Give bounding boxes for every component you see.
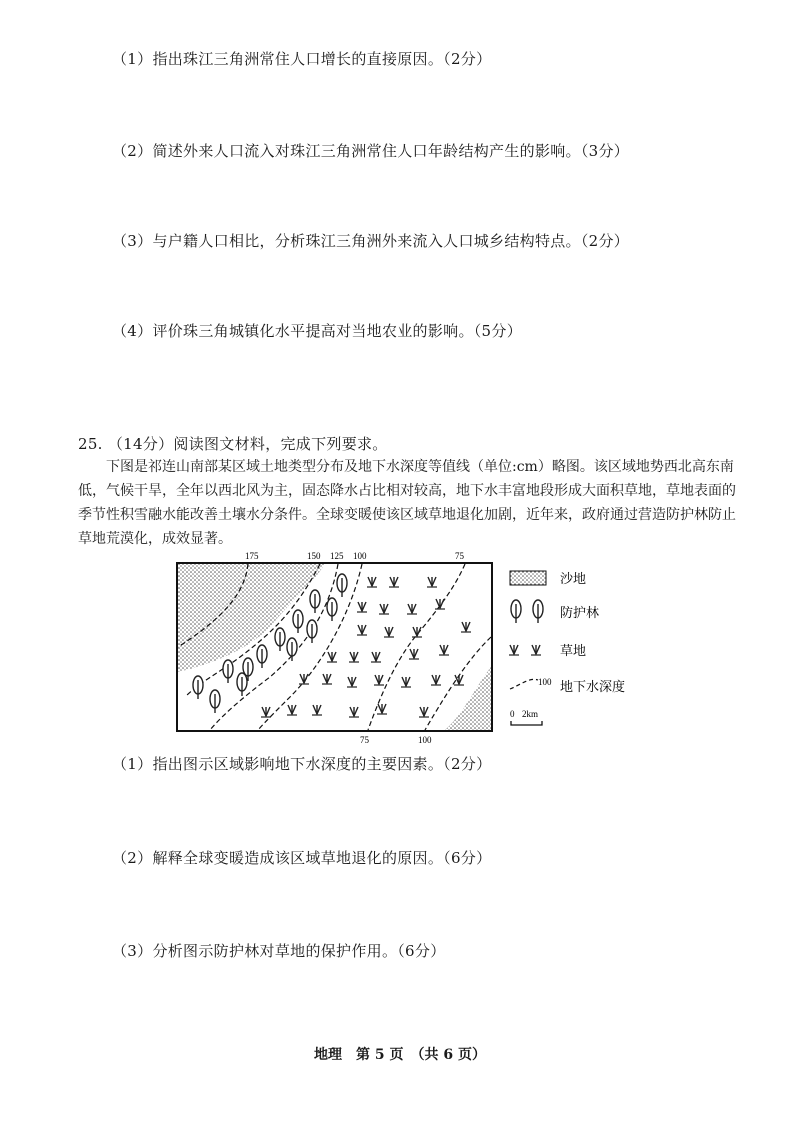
scale-bar: [511, 721, 542, 725]
contour-label-125: 125: [330, 551, 344, 561]
legend-sand-swatch: [510, 571, 546, 585]
legend-forest-label: 防护林: [560, 605, 600, 620]
contour-label-175: 175: [245, 551, 259, 561]
question-25-header: 25. （14分）阅读图文材料，完成下列要求。: [78, 435, 388, 453]
contour-label-150: 150: [307, 551, 321, 561]
question-2: （2）简述外来人口流入对珠江三角洲常住人口年龄结构产生的影响。（3分）: [112, 142, 630, 160]
page-footer: 地理 第 5 页 （共 6 页）: [314, 1047, 486, 1063]
scale-zero: 0: [510, 709, 515, 719]
legend-grass-label: 草地: [560, 643, 587, 658]
legend-contour-label: 地下水深度: [560, 679, 626, 694]
legend-contour-value: 100: [538, 677, 552, 687]
question-25-3: （3）分析图示防护林对草地的保护作用。（6分）: [112, 942, 446, 960]
contour-label-100: 100: [353, 551, 367, 561]
question-4: （4）评价珠三角城镇化水平提高对当地农业的影响。（5分）: [112, 322, 522, 340]
contour-label-75: 75: [455, 551, 464, 561]
contour-label-bottom-100: 100: [418, 735, 432, 745]
scale-label: 2km: [522, 709, 539, 719]
question-1: （1）指出珠江三角洲常住人口增长的直接原因。（2分）: [112, 50, 492, 68]
legend-sand-label: 沙地: [560, 571, 587, 586]
question-25-material: 下图是祁连山南部某区域土地类型分布及地下水深度等值线（单位:cm）略图。该区域地势西北高东南低，气候干旱，全年以西北风为主，固态降水占比相对较高，地下水丰富地段形成大面积草地，草地表面的季节性积雪融水能改善土壤水分条件。全球变暖使该区域草地退化加剧，近年来，政府通过营造防护林防止草地荒漠化，成效显著。: [78, 459, 736, 547]
land-type-map: [170, 547, 626, 747]
contour-label-bottom-75: 75: [360, 735, 369, 745]
legend-contour-swatch: [510, 679, 538, 689]
question-3: （3）与户籍人口相比，分析珠江三角洲外来流入人口城乡结构特点。（2分）: [112, 232, 630, 250]
question-25-1: （1）指出图示区域影响地下水深度的主要因素。（2分）: [112, 755, 492, 773]
question-25-2: （2）解释全球变暖造成该区域草地退化的原因。（6分）: [112, 849, 492, 867]
